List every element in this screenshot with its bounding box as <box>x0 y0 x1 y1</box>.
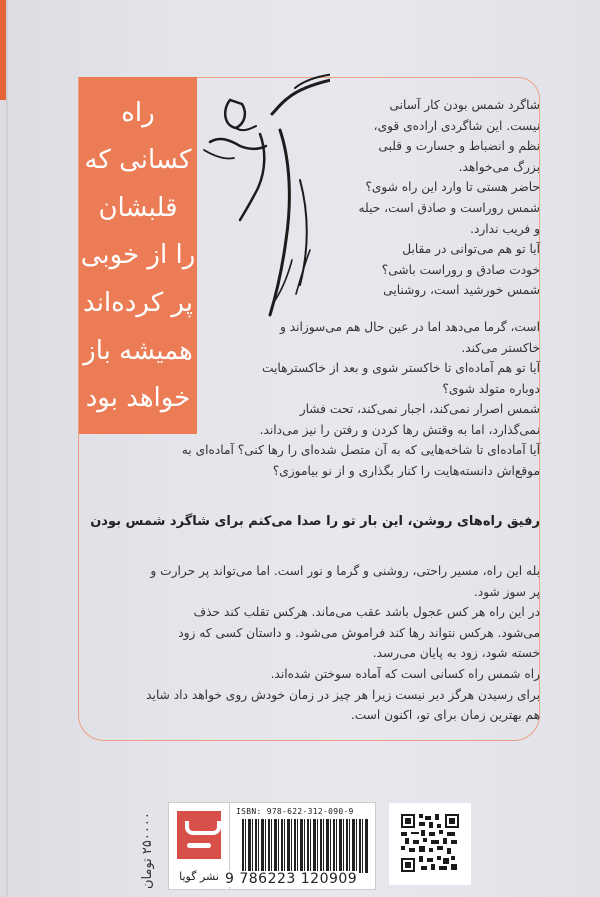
isbn-text: ISBN: 978-622-312-090-9 <box>236 807 354 816</box>
text-line: نیست. این شاگردی اراده‌ی قوی، <box>373 118 540 133</box>
text-line: می‌شود. هرکس نتواند رها کند فراموش می‌شود. و داستان کسی که زود <box>178 625 540 640</box>
text-line: و فریب ندارد. <box>470 221 540 236</box>
text-line: خسته شود، زود به پایان می‌رسد. <box>372 646 540 661</box>
qr-code-panel <box>389 803 471 885</box>
quote-line: راه <box>121 97 155 128</box>
section-heading: رفیق راه‌های روشن، این بار تو را صدا می‌کنم برای شاگرد شمس بودن <box>90 514 540 529</box>
publisher-name: نشر گویا <box>179 870 219 883</box>
text-line: در این راه هر کس عجول باشد عقب می‌ماند. هرکس تقلب کند حذف <box>193 605 540 620</box>
text-line: شمس روراست و صادق است، حیله <box>358 200 540 215</box>
text-line: حاضر هستی تا وارد این راه شوی؟ <box>365 180 540 195</box>
text-line: نظم و انضباط و جسارت و قلبی <box>378 139 540 154</box>
text-line: آیا تو هم آماده‌ای تا خاکستر شوی و بعد از خاکسترهایت <box>262 361 540 376</box>
price-label: ۲۵۰۰۰۰ تومان <box>140 812 155 890</box>
text-line: خاکستر می‌کند. <box>461 340 540 355</box>
intro-paragraph-continued <box>205 317 540 441</box>
text-line: بله این راه، مسیر راحتی، روشنی و گرما و نور است. اما می‌تواند پر حرارت و <box>150 564 540 578</box>
text-line: موقع‌اش دانسته‌هایت را کنار بگذاری و از نو بیاموزی؟ <box>272 463 540 478</box>
quote-line: پر کرده‌اند <box>83 288 193 319</box>
text-line: شمس خورشید است، روشنایی <box>383 283 540 298</box>
closing-paragraph <box>95 561 540 726</box>
text-line: شاگرد شمس بودن کار آسانی <box>389 98 540 112</box>
text-line: دوباره متولد شوی؟ <box>442 381 540 396</box>
barcode-panel <box>225 802 376 890</box>
intro-paragraph <box>300 95 540 301</box>
barcode-icon <box>242 819 368 873</box>
quote-line: را از خوبی <box>80 240 196 271</box>
text-line: آیا آماده‌ای تا شاخه‌هایی که به آن متصل شده‌ای را رها کنی؟ آماده‌ای به <box>181 443 540 457</box>
qr-code-icon <box>401 813 459 873</box>
text-line: راه شمس راه کسانی است که آماده سوختن شده‌اند. <box>270 666 540 681</box>
text-line: خودت صادق و روراست باشی؟ <box>381 262 540 277</box>
text-line: شمس اصرار نمی‌کند، اجبار نمی‌کند، تحت فشار <box>299 402 540 417</box>
spine-edge <box>6 0 8 897</box>
quote-line: خواهد بود <box>85 383 191 414</box>
quote-line: کسانی که <box>84 145 192 176</box>
publisher-logo-icon <box>177 811 221 859</box>
ean-digits: 9 786223 120909 <box>225 871 358 887</box>
text-line: هم بهترین زمان برای تو، اکنون است. <box>350 708 540 723</box>
text-line: پر سوز شود. <box>473 584 540 599</box>
question-paragraph <box>95 440 540 481</box>
publisher-badge <box>168 802 230 890</box>
text-line: برای رسیدن هرگز دیر نیست زیرا هر چیز در زمان خودش روی خواهد داد شاید <box>146 687 540 702</box>
text-line: نمی‌گذارد، اما به وقتش رها کردن و رفتن را نیز می‌داند. <box>259 422 540 437</box>
text-line: است، گرما می‌دهد اما در عین حال هم می‌سوزاند و <box>279 320 540 334</box>
quote-line: همیشه باز <box>83 335 193 366</box>
quote-line: قلبشان <box>98 192 178 223</box>
text-line: بزرگ می‌خواهد. <box>458 159 540 174</box>
title-quote-box <box>79 77 197 434</box>
text-line: آیا تو هم می‌توانی در مقابل <box>402 242 540 257</box>
